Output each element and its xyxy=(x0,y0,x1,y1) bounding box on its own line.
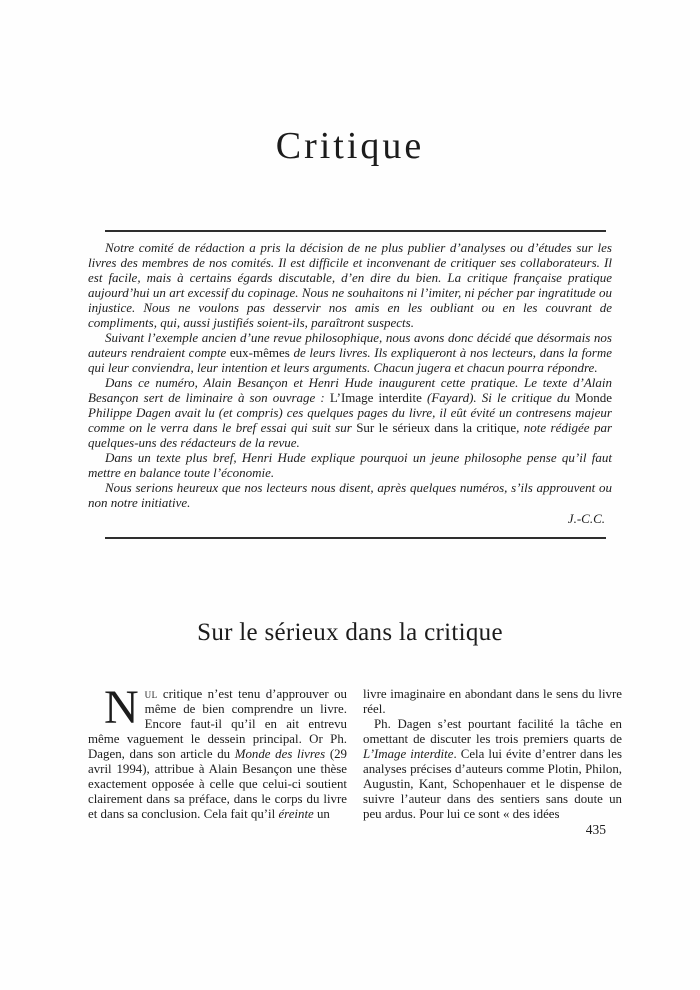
text-segment: Notre comité de rédaction a pris la décision de ne plus publier d’analyses ou d’études sur les livres des membres de nos comités. Il est difficile et inconvenant de critiquer ses collaborateurs. Il est facile, mais à certains égards discutable, d’en dire du bien. La critique française pratique aujourd’hui un art excessif du copinage. Nous ne souhaitons ni l’imiter, ni pécher par ingratitude ou injustice. Nous ne voulons pas desservir nos amis en les oubliant ou en les couvrant de compliments, qui, aussi justifiés soient-ils, paraîtront suspects. xyxy=(88,240,612,330)
editorial-paragraph xyxy=(88,240,612,330)
text-segment: Monde des livres xyxy=(234,747,326,761)
article-body xyxy=(88,681,622,822)
text-segment: Philippe Dagen avait lu (et compris) ces quelques pages du livre, il eût évité un contresens majeur comme on le verra dans le bref essai qui suit sur xyxy=(88,405,612,435)
drop-cap: N xyxy=(104,681,139,734)
editorial-paragraph xyxy=(88,375,612,450)
article-column-left xyxy=(88,681,348,822)
top-rule xyxy=(105,230,606,232)
text-segment: critique n’est tenu d’approuver ou même de bien comprendre un livre. Encore faut-il qu’il en ait entrevu même vaguement le dessein principal. Or Ph. Dagen, dans son article du xyxy=(88,687,347,761)
text-segment: . Cela lui évite d’entrer dans les analyses précises d’auteurs comme Plotin, Philon, Augustin, Kant, Schopenhauer et le dispense de suivre l’auteur dans des sentiers sans doute un peu ardus. Pour lui ce sont « des idées xyxy=(363,747,622,821)
article-paragraph xyxy=(363,687,622,717)
editorial-paragraph xyxy=(88,480,612,510)
text-segment: Suivant l’exemple ancien d’une revue philosophique, nous avons donc décidé que désormais nos auteurs rendraient compte xyxy=(88,330,612,360)
text-segment: Sur le sérieux dans la critique xyxy=(356,420,517,435)
editorial-paragraph xyxy=(88,450,612,480)
text-segment: de leurs livres. Ils expliqueront à nos lecteurs, dans la forme qui leur conviendra, leur intention et leurs arguments. Chacun jugera et chacun pourra répondre. xyxy=(88,345,612,375)
page-title: Critique xyxy=(275,125,425,167)
text-segment: éreinte xyxy=(278,807,314,821)
text-segment: (Fayard). Si le critique du xyxy=(421,390,576,405)
text-segment: livre imaginaire en abondant dans le sens du livre réel. xyxy=(363,687,622,716)
text-segment: Nous serions heureux que nos lecteurs nous disent, après quelques numéros, s’ils approuvent ou non notre initiative. xyxy=(88,480,612,510)
text-segment: eux-mêmes xyxy=(229,345,290,360)
text-segment: un xyxy=(313,807,330,821)
text-segment: ul xyxy=(144,687,158,701)
text-segment: Dans ce numéro, Alain Besançon et Henri Hude inaugurent cette pratique. Le texte d’Alain Besançon sert de liminaire à son ouvrage : xyxy=(88,375,612,405)
text-segment: L’Image interdite xyxy=(329,390,422,405)
text-segment: Monde xyxy=(575,390,613,405)
editorial-note xyxy=(88,240,612,510)
editorial-paragraph xyxy=(88,330,612,375)
article-title: Sur le sérieux dans la critique xyxy=(197,619,503,646)
text-segment: Ph. Dagen s’est pourtant facilité la tâche en omettant de discuter les trois premiers quarts de xyxy=(363,717,622,746)
page-number: 435 xyxy=(585,822,606,837)
article-column-right xyxy=(363,687,622,822)
bottom-rule xyxy=(105,537,606,539)
text-segment: (29 avril 1994), attribue à Alain Besançon une thèse exactement opposée à celle que celui-ci soutient clairement dans sa préface, dans le corps du livre et dans sa conclusion. Cela fait qu’il xyxy=(88,747,348,821)
article-paragraph xyxy=(363,717,622,822)
article-paragraph xyxy=(88,681,348,822)
text-segment: Dans un texte plus bref, Henri Hude explique pourquoi un jeune philosophe pense qu’il faut mettre en balance toute l’économie. xyxy=(88,450,612,480)
text-segment: L’Image interdite xyxy=(363,747,454,761)
text-segment: , note rédigée par quelques-uns des rédacteurs de la revue. xyxy=(88,420,613,450)
editorial-signature: J.-C.C. xyxy=(567,511,605,526)
